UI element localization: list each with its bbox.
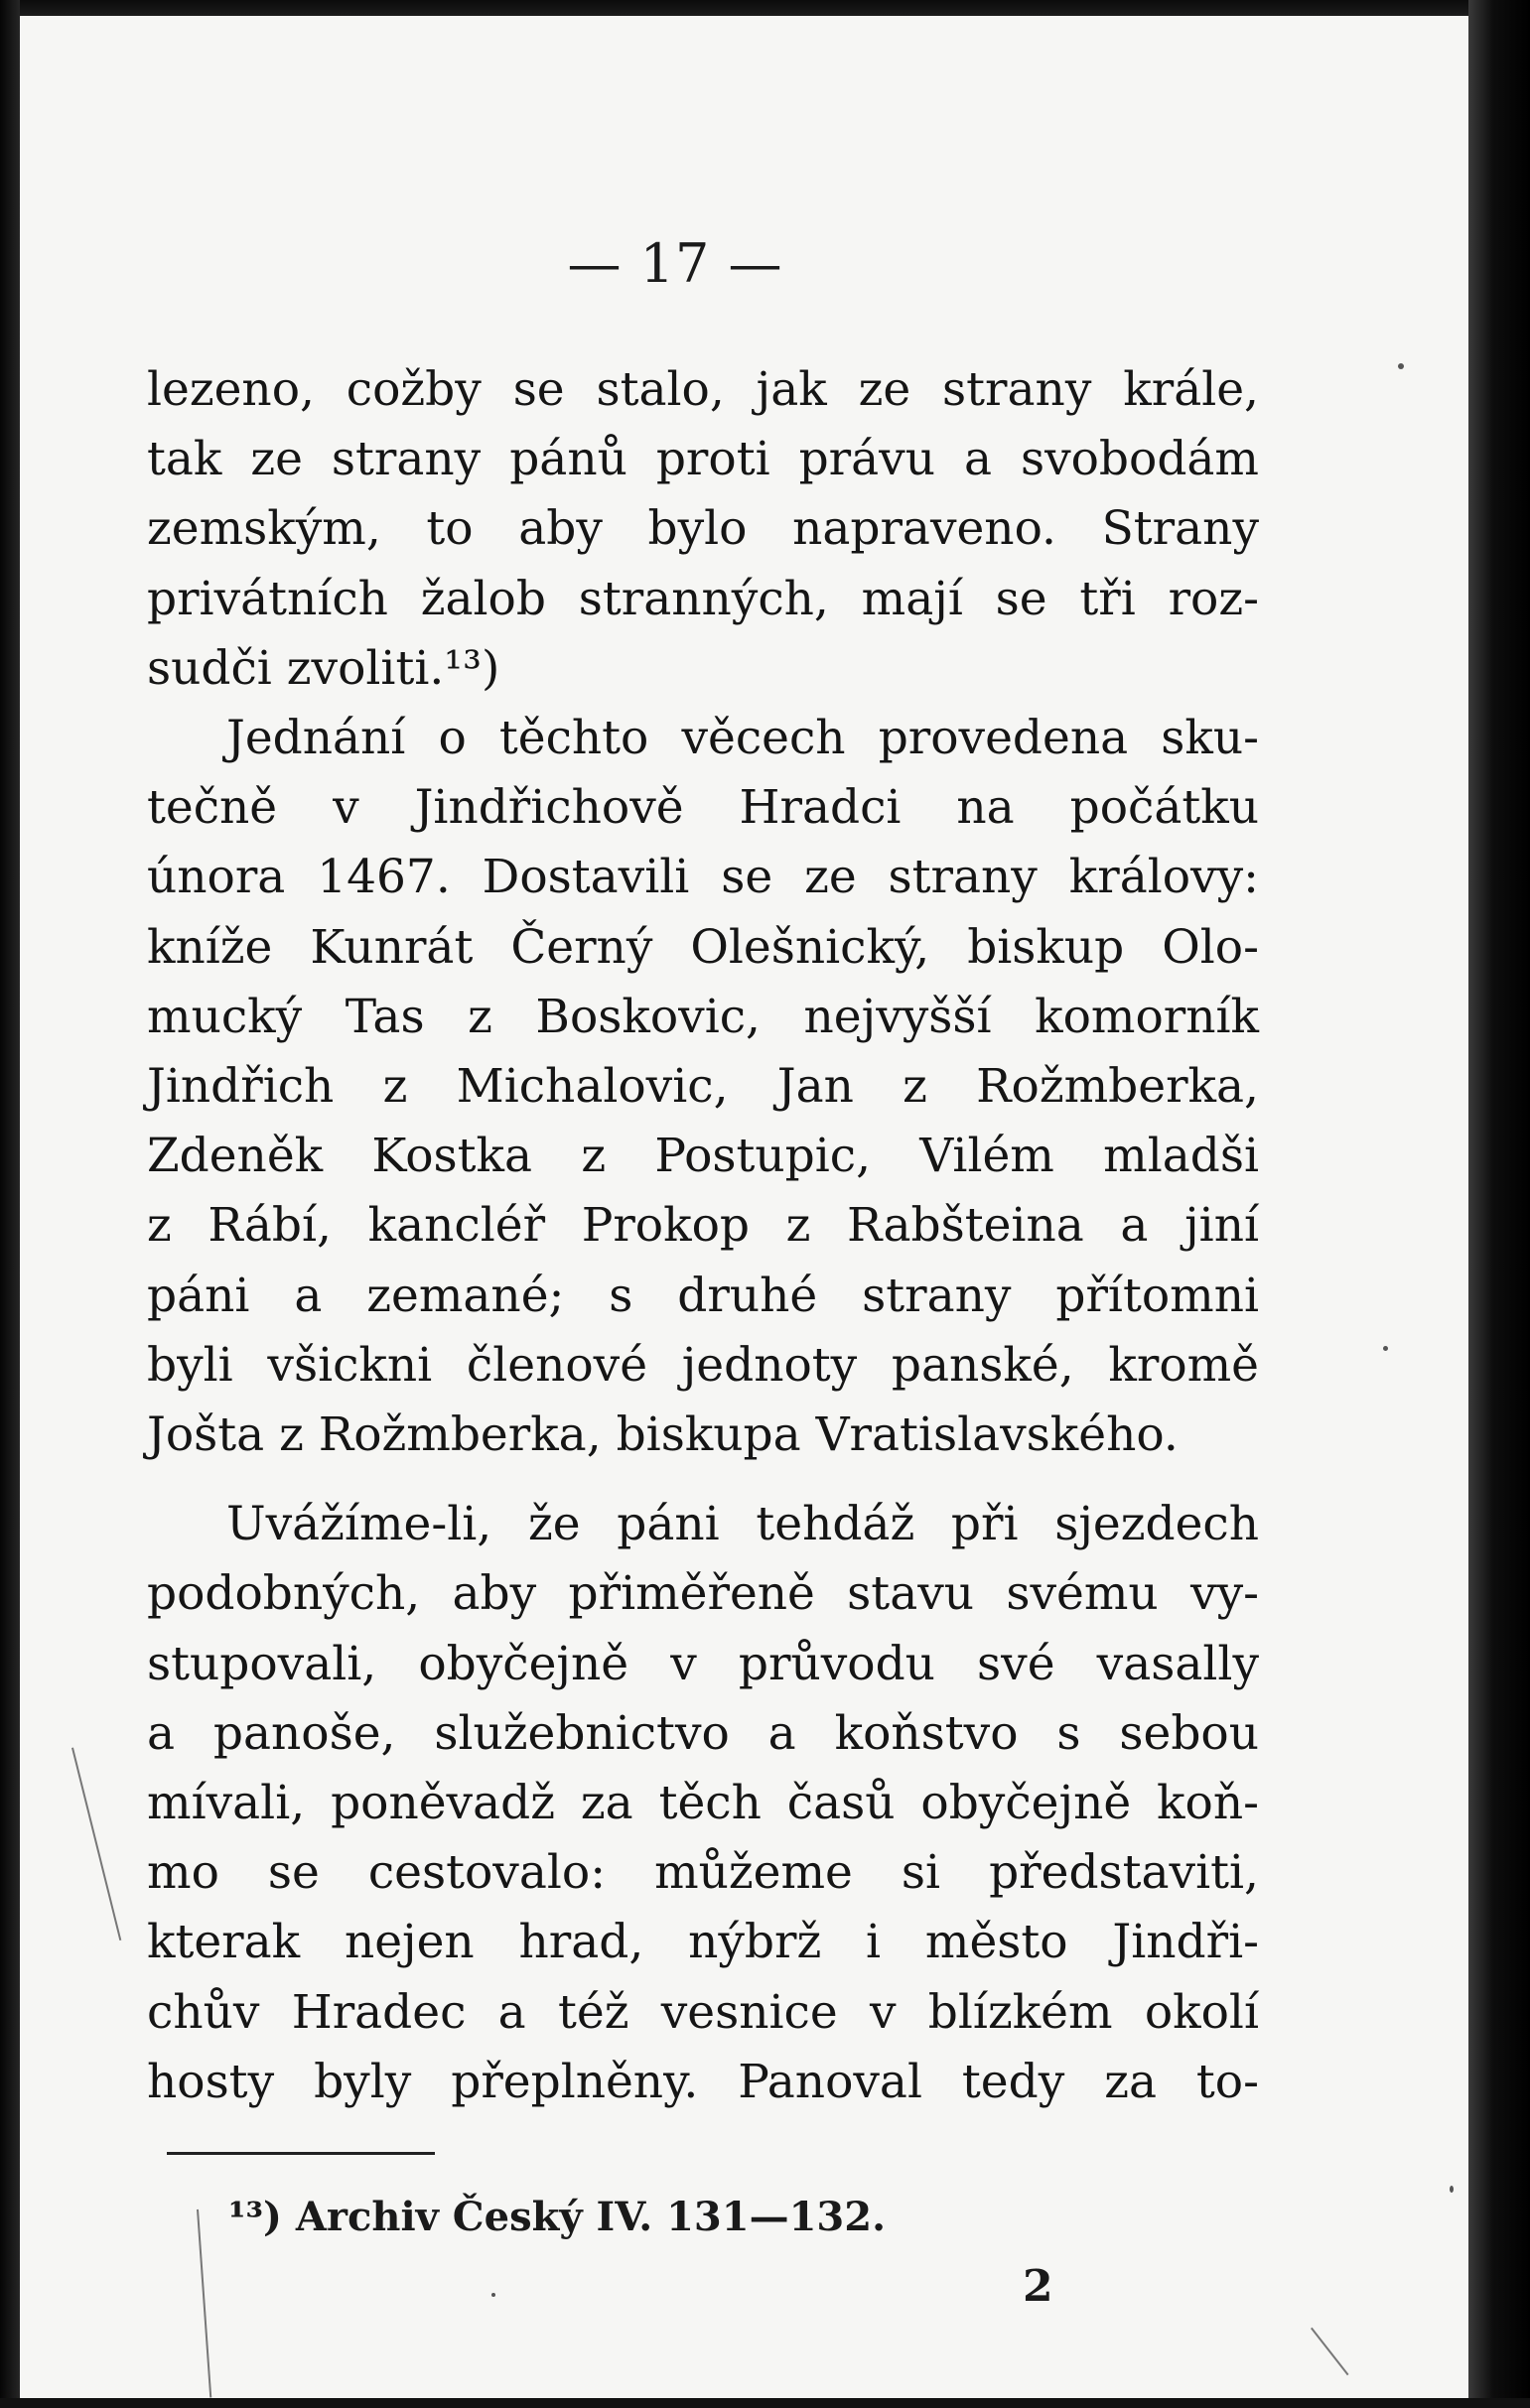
page-number-header: — 17 — xyxy=(567,232,783,295)
text-line: února 1467. Dostavili se ze strany královy: xyxy=(147,850,1259,905)
paragraph-gap xyxy=(147,1470,1259,1490)
scan-border-top xyxy=(0,0,1530,16)
text-line: a panoše, služebnictvo a koňstvo s sebou xyxy=(147,1705,1259,1761)
scan-speck xyxy=(1450,2186,1454,2193)
text-line: podobných, aby přiměřeně stavu svému vy- xyxy=(147,1566,1259,1622)
text-line: kterak nejen hrad, nýbrž i město Jindři- xyxy=(147,1915,1259,1970)
text-line: chův Hradec a též vesnice v blízkém okolí xyxy=(147,1984,1259,2040)
signature-mark: 2 xyxy=(1023,2261,1053,2312)
text-line: sudči zvoliti.¹³) xyxy=(147,640,500,696)
scan-border-right xyxy=(1468,0,1530,2408)
text-line: hosty byly přeplněny. Panoval tedy za to- xyxy=(147,2054,1259,2109)
text-line: Jošta z Rožmberka, biskupa Vratislavského. xyxy=(147,1407,1179,1463)
text-line: byli všickni členové jednoty panské, kromě xyxy=(147,1337,1259,1393)
body-text xyxy=(147,355,1259,2117)
scan-scratch xyxy=(1311,2328,1349,2376)
scan-scratch xyxy=(197,2209,211,2398)
scan-speck xyxy=(1398,363,1404,369)
text-line: Jindřich z Michalovic, Jan z Rožmberka, xyxy=(147,1059,1259,1115)
scan-scratch xyxy=(71,1748,121,1941)
scan-border-bottom xyxy=(0,2398,1530,2408)
text-line: Uvážíme-li, že páni tehdáž při sjezdech xyxy=(226,1497,1259,1552)
text-line: zemským, to aby bylo napraveno. Strany xyxy=(147,501,1259,557)
text-line: Jednání o těchto věcech provedena sku- xyxy=(226,711,1259,766)
footnote: ¹³) Archiv Český IV. 131—132. xyxy=(228,2194,887,2240)
text-line: tak ze strany pánů proti právu a svobodám xyxy=(147,432,1259,487)
text-line: lezeno, cožby se stalo, jak ze strany krále, xyxy=(147,362,1259,417)
text-line: stupovali, obyčejně v průvodu své vasally xyxy=(147,1636,1259,1691)
scan-border-left xyxy=(0,0,20,2408)
text-line: mo se cestovalo: můžeme si představiti, xyxy=(147,1845,1259,1901)
text-line: mucký Tas z Boskovic, nejvyšší komorník xyxy=(147,989,1259,1044)
text-line: Zdeněk Kostka z Postupic, Vilém mladši xyxy=(147,1129,1259,1184)
scan-speck xyxy=(491,2293,495,2297)
text-line: z Rábí, kancléř Prokop z Rabšteina a jiní xyxy=(147,1198,1259,1254)
scan-speck xyxy=(1383,1346,1388,1351)
text-line: privátních žalob stranných, mají se tři roz- xyxy=(147,571,1259,626)
footnote-rule xyxy=(167,2152,435,2155)
paper-sheet xyxy=(20,16,1468,2398)
text-line: tečně v Jindřichově Hradci na počátku xyxy=(147,780,1259,836)
text-line: mívali, poněvadž za těch časů obyčejně koň- xyxy=(147,1776,1259,1831)
text-line: páni a zemané; s druhé strany přítomni xyxy=(147,1268,1259,1323)
text-line: kníže Kunrát Černý Olešnický, biskup Olo- xyxy=(147,919,1259,975)
